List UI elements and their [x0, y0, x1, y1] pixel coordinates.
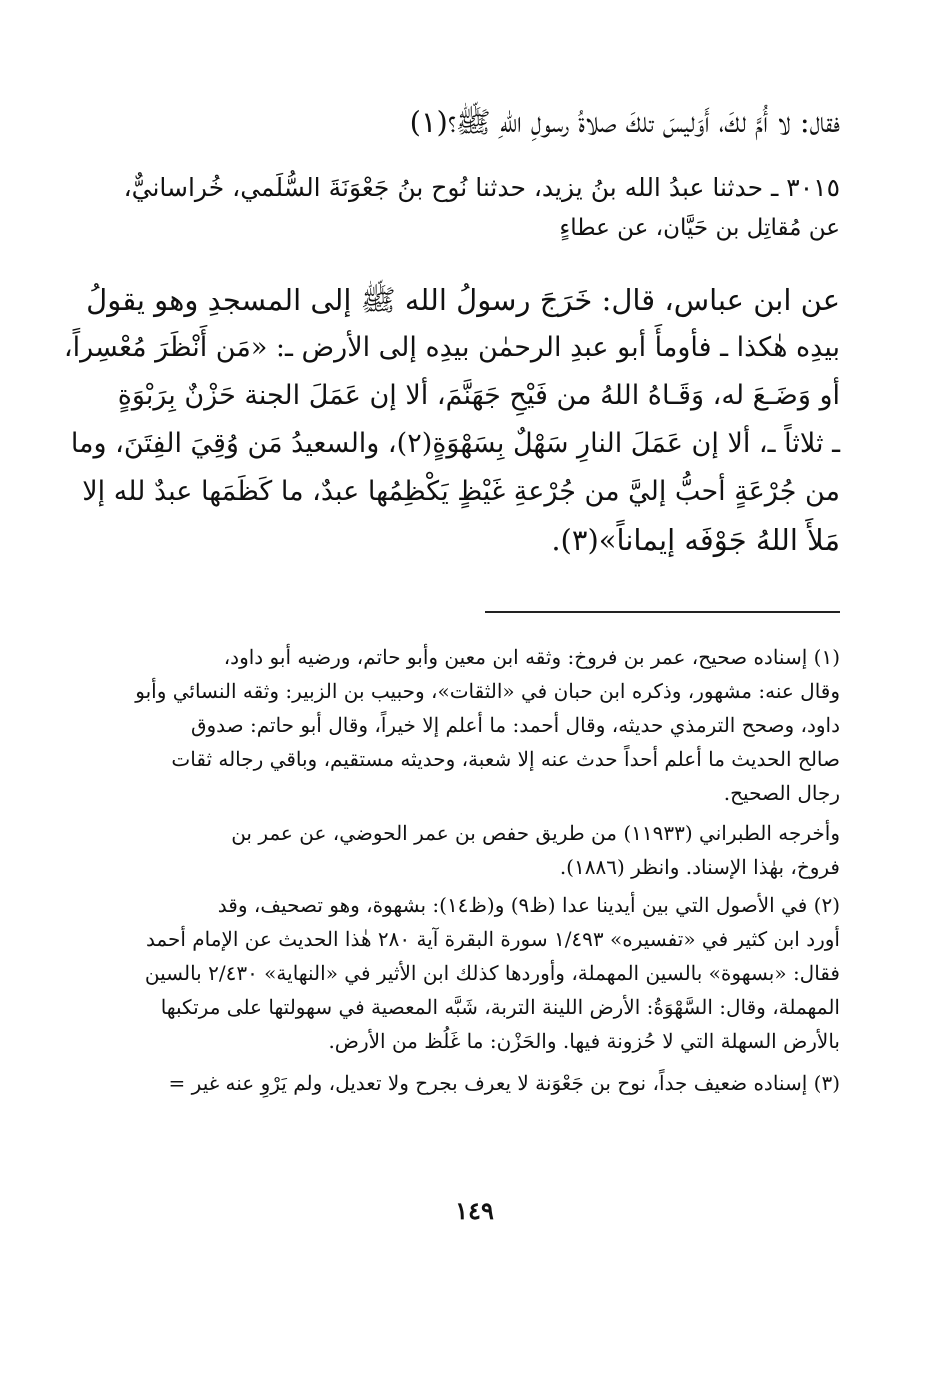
hadith-line: ـ ثلاثاً ـ، ألا إن عَمَلَ النارِ سَهْلٌ بِسَهْوَةٍ(٢)، والسعيدُ مَن وُقِيَ الفِتَنَ، وما — [70, 428, 840, 459]
hadith-line: مَلأَ اللهُ جَوْفَه إيماناً»(٣). — [551, 523, 840, 557]
footnote-line: وأخرجه الطبراني (١١٩٣٣) من طريق حفص بن عمر الحوضي، عن عمر بن — [231, 821, 840, 845]
footnote-line: داود، وصحح الترمذي حديثه، وقال أحمد: ما أعلم إلا خيراً، وقال أبو حاتم: صدوق — [190, 713, 840, 737]
hadith-line: بيدِه هٰكذا ـ فأومأَ أبو عبدِ الرحمٰن بيدِه إلى الأرض ـ: «مَن أَنْظَرَ مُعْسِراً، — [63, 332, 840, 363]
hadith-line: أو وَضَـعَ له، وَقَـاهُ اللهُ من فَيْحِ جَهَنَّمَ، ألا إن عَمَلَ الجنة حَزْنٌ بِرَبْوَةٍ — [117, 380, 840, 411]
opening-line: فقال: لا أُمَّ لكَ، أَوَليسَ تلكَ صلاةُ رسولِ اللهِ ﷺ؟(١) — [409, 105, 840, 139]
footnote-line: رجال الصحيح. — [723, 781, 840, 805]
footnote-line: فقال: «بسهوة» بالسين المهملة، وأوردها كذلك ابن الأثير في «النهاية» ٢/٤٣٠ بالسين — [144, 961, 840, 985]
footnote-separator — [485, 611, 840, 613]
hadith-text — [63, 276, 840, 564]
footnote-line: المهملة، وقال: السَّهْوَةُ: الأرض اللينة التربة، شَبَّه المعصية في سهولتها على مرتكبها — [160, 995, 840, 1019]
isnad-line: ٣٠١٥ ـ حدثنا عبدُ الله بنُ يزيد، حدثنا نُوح بنُ جَعْوَنَةَ السُّلَمي، خُراسانيٌّ، — [123, 173, 840, 202]
footnote-line: وقال عنه: مشهور، وذكره ابن حبان في «الثقات»، وحبيب بن الزبير: وثقه النسائي وأبو — [135, 679, 840, 703]
footnote-line: (٣) إسناده ضعيف جداً، نوح بن جَعْوَنة لا يعرف بجرح ولا تعديل، ولم يَرْوِ عنه غير = — [168, 1071, 840, 1095]
footnote-line: أورد ابن كثير في «تفسيره» ١/٤٩٣ سورة البقرة آية ٢٨٠ هٰذا الحديث عن الإمام أحمد — [145, 927, 840, 951]
footnote-line: بالأرض السهلة التي لا حُزونة فيها. والحَزْن: ما غَلُظ من الأرض. — [328, 1029, 840, 1053]
isnad-line: عن مُقاتِل بن حَيَّان، عن عطاءٍ — [559, 215, 840, 241]
footnote-line: صالح الحديث ما أعلم أحداً حدث عنه إلا شعبة، وحديثه مستقيم، وباقي رجاله ثقات — [171, 747, 840, 771]
hadith-line: من جُرْعَةٍ أحبُّ إليَّ من جُرْعةِ غَيْظٍ يَكْظِمُها عبدٌ، ما كَظَمَها عبدٌ لله إلا — [82, 476, 840, 507]
footnote-line: (١) إسناده صحيح، عمر بن فروخ: وثقه ابن معين وأبو حاتم، ورضيه أبو داود، — [223, 645, 840, 669]
footnote-line: فروخ، بهٰذا الإسناد. وانظر (١٨٨٦). — [559, 855, 840, 879]
page-number: ١٤٩ — [455, 1196, 494, 1225]
footnote-line: (٢) في الأصول التي بين أيدينا عدا (ظ٩) و(ظ١٤): بشهوة، وهو تصحيف، وقد — [217, 893, 840, 917]
footnotes — [110, 640, 840, 1100]
hadith-line: عن ابن عباس، قال: خَرَجَ رسولُ الله ﷺ إلى المسجدِ وهو يقولُ — [86, 283, 840, 317]
isnad-block — [110, 168, 840, 248]
